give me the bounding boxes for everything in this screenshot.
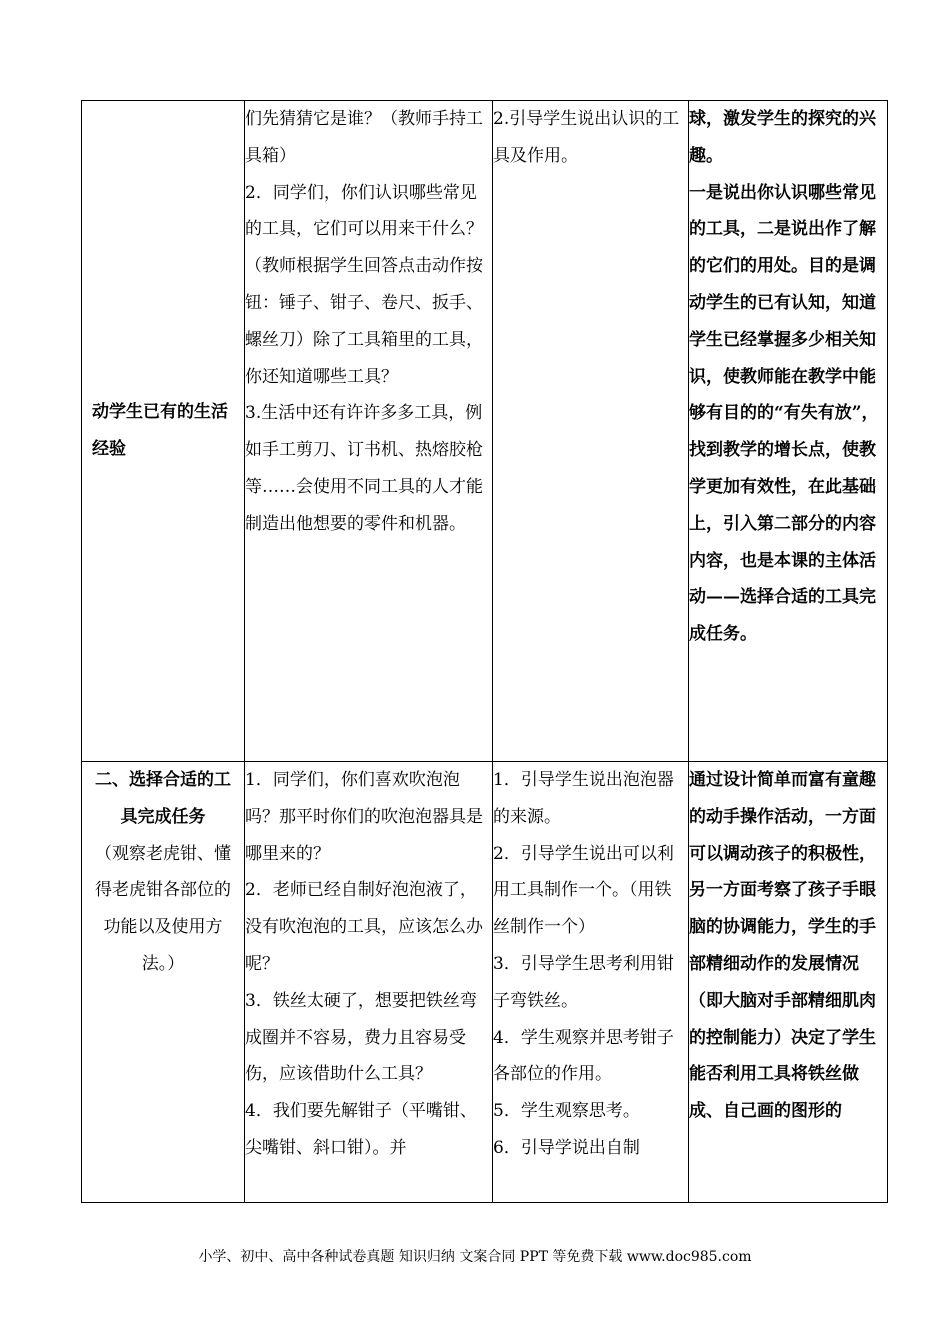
teacher-paragraph: 4．我们要先解钳子（平嘴钳、尖嘴钳、斜口钳）。并	[245, 1101, 477, 1158]
student-paragraph: 6．引导学说出自制	[493, 1137, 640, 1158]
teacher-activity-cell	[245, 101, 493, 762]
teacher-activity-cell	[245, 762, 493, 1203]
student-paragraph: 2．引导学生说出可以利用工具制作一个。（用铁丝制作一个）	[493, 843, 674, 938]
teacher-paragraph: 3．铁丝太硬了，想要把铁丝弯成圈并不容易，费力且容易受伤，应该借助什么工具？	[245, 990, 477, 1085]
section-cell	[82, 762, 245, 1203]
page-footer: 小学、初中、高中各种试卷真题 知识归纳 文案合同 PPT 等免费下载 www.doc985.com	[198, 1249, 752, 1265]
lesson-plan-table	[81, 100, 888, 1203]
student-paragraph: 3．引导学生思考利用钳子弯铁丝。	[493, 953, 674, 1011]
section-cell	[82, 101, 245, 762]
student-activity-cell	[493, 762, 689, 1203]
section-note: （观察老虎钳、懂得老虎钳各部位的功能以及使用方法。）	[95, 843, 231, 974]
design-intent-cell	[689, 762, 888, 1203]
intent-paragraph: 通过设计简单而富有童趣的动手操作活动，一方面可以调动孩子的积极性，另一方面考察了孩子手眼脑的协调能力，学生的手部精细动作的发展情况（即大脑对手部精细肌肉的控制能力）决定了学生能否利用工具将铁丝做成、自己画的图形的	[689, 770, 876, 1122]
section-label: 动学生已有的生活经验	[92, 402, 228, 459]
student-activity-cell	[493, 101, 689, 762]
table-row	[82, 101, 888, 762]
student-paragraph: 2.引导学生说出认识的工具及作用。	[493, 109, 680, 166]
teacher-paragraph: 2．老师已经自制好泡泡液了，没有吹泡泡的工具，应该怎么办呢？	[245, 880, 483, 974]
student-paragraph: 4．学生观察并思考钳子各部位的作用。	[493, 1027, 674, 1085]
teacher-paragraph: 3.生活中还有许许多多工具，例如手工剪刀、订书机、热熔胶枪等……会使用不同工具的人才能制造出他想要的零件和机器。	[245, 403, 483, 534]
student-paragraph: 1．引导学生说出泡泡器的来源。	[493, 770, 674, 827]
student-paragraph: 5．学生观察思考。	[493, 1101, 640, 1122]
design-intent-cell	[689, 101, 888, 762]
intent-paragraph: 一是说出你认识哪些常见的工具，二是说出作了解的它们的用处。目的是调动学生的已有认知，知道学生已经掌握多少相关知识，使教师能在教学中能够有目的的“有失有放”，找到教学的增长点，使教学更加有效性，在此基础上，引入第二部分的内容内容，也是本课的主体活动——选择合适的工具完成任务。	[689, 182, 879, 645]
teacher-paragraph: 们先猜猜它是谁？（教师手持工具箱）	[245, 109, 483, 166]
teacher-paragraph: 2．同学们，你们认识哪些常见的工具，它们可以用来干什么？（教师根据学生回答点击动作按钮：锤子、钳子、卷尺、扳手、螺丝刀）除了工具箱里的工具，你还知道哪些工具？	[245, 182, 483, 387]
teacher-paragraph: 1．同学们，你们喜欢吹泡泡吗？那平时你们的吹泡泡器具是哪里来的？	[245, 770, 483, 864]
intent-paragraph: 球，激发学生的探究的兴趣。	[689, 109, 876, 166]
table-row	[82, 762, 888, 1203]
section-title: 二、选择合适的工具完成任务	[95, 770, 231, 827]
